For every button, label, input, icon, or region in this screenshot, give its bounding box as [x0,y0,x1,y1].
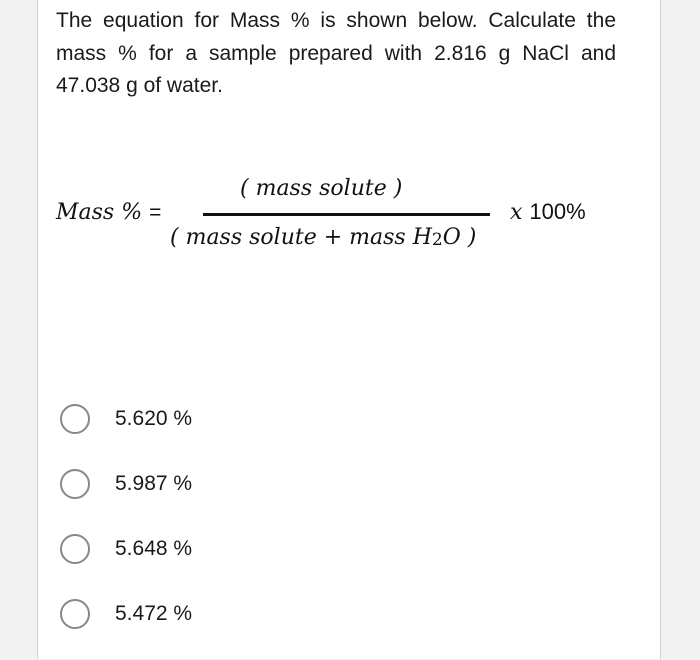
answer-option-label: 5.472 % [115,602,193,625]
equation-numerator: ( mass solute ) [240,176,403,201]
answer-option-label: 5.987 % [115,472,193,495]
equation-lhs-label: Mass % [56,200,150,225]
multiplier-value: 100% [529,199,586,224]
answer-option[interactable] [60,595,192,633]
question-card [37,0,661,659]
denominator-subscript: 2 [431,230,443,250]
equation-lhs [56,200,161,225]
question-text: The equation for Mass % is shown below. Calculate the mass % for a sample prepared with 2.816 g NaCl and 47.038 g of water. [56,9,616,97]
denominator-main: ( mass solute + mass H [170,225,432,250]
answer-option-label: 5.620 % [115,407,193,430]
answer-option[interactable] [60,400,192,438]
equation-equals-sign: = [149,201,162,224]
answer-option[interactable] [60,465,192,503]
equation-denominator [170,225,476,250]
radio-button[interactable] [60,404,90,434]
equation-multiplier [510,199,586,225]
radio-button[interactable] [60,534,90,564]
multiplier-x: x [510,200,530,225]
denominator-end: O ) [442,225,477,250]
answer-options [60,400,192,660]
answer-option-label: 5.648 % [115,537,193,560]
radio-button[interactable] [60,469,90,499]
answer-option[interactable] [60,530,192,568]
radio-button[interactable] [60,599,90,629]
fraction-bar [203,213,490,216]
